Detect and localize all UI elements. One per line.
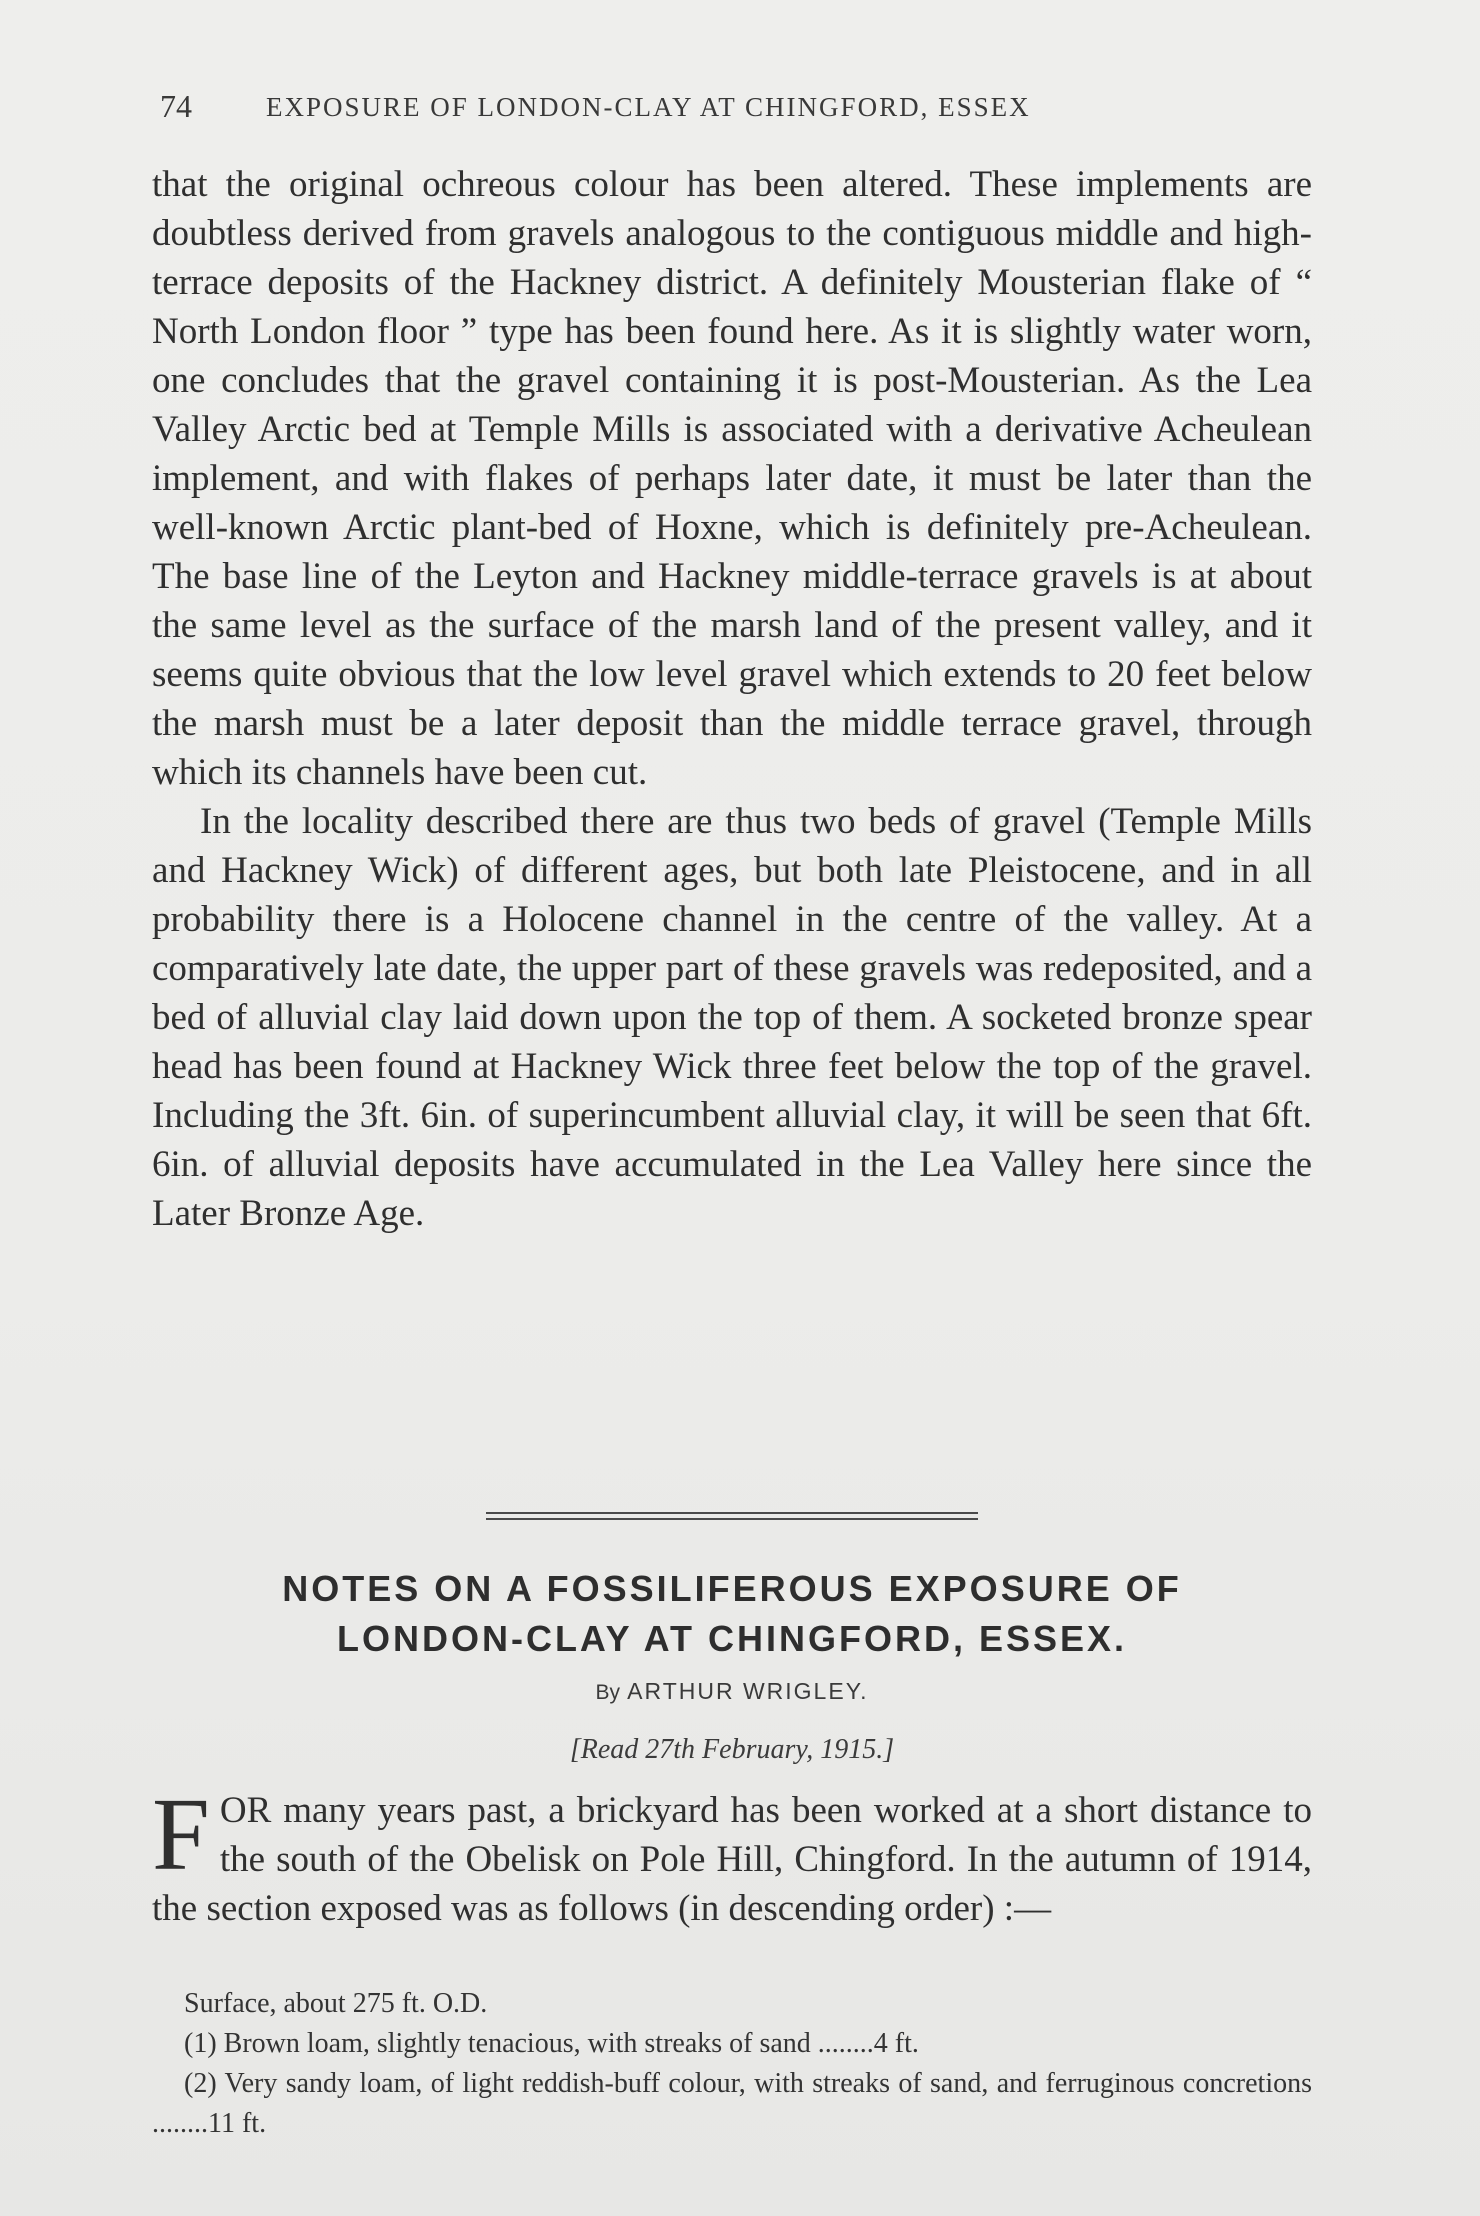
- intro-text: OR many years past, a brickyard has been worked at a short distance to the south of the Obelisk on Pole Hill, Chingford. In the autumn of 1914, the section exposed was as follows (in descending order) :—: [152, 1790, 1312, 1929]
- article-intro-paragraph: [152, 1777, 1312, 1933]
- previous-article-text: [152, 160, 1312, 1238]
- running-head-title: EXPOSURE OF LONDON-CLAY AT CHINGFORD, ESSEX: [266, 92, 1031, 122]
- article-title-line-2: LONDON-CLAY AT CHINGFORD, ESSEX.: [336, 1618, 1128, 1659]
- section-description: [152, 1984, 1312, 2144]
- author-name: ARTHUR WRIGLEY.: [627, 1678, 869, 1704]
- article-title: [152, 1564, 1312, 1664]
- paragraph-locality: In the locality described there are thus two beds of gravel (Temple Mills and Hackney Wick) of different ages, but both late Pleistocene, and in all probability there is a Holocene channel in the centre of the valley. At a comparatively late date, the upper part of these gravels was redeposited, and a bed of alluvial clay laid down upon the top of them. A socketed bronze spear head has been found at Hackney Wick three feet below the top of the gravel. Including the 3ft. 6in. of superincumbent alluvial clay, it will be seen that 6ft. 6in. of alluvial deposits have accumulated in the Lea Valley here since the Later Bronze Age.: [152, 801, 1312, 1234]
- layer-item: (1) Brown loam, slightly tenacious, with streaks of sand ........4 ft.: [184, 2028, 919, 2059]
- byline-prefix: By: [595, 1681, 621, 1704]
- section-divider-rule-bottom: [486, 1518, 978, 1520]
- running-head: [160, 88, 1320, 128]
- surface-level: Surface, about 275 ft. O.D.: [184, 1988, 488, 2019]
- layer-item: (2) Very sandy loam, of light reddish-buff colour, with streaks of sand, and ferruginous concretions ........11 ft.: [152, 2068, 1312, 2139]
- section-divider-rule-top: [486, 1512, 978, 1514]
- paragraph-continued: that the original ochreous colour has been altered. These implements are doubtless derived from gravels analogous to the contiguous middle and high-terrace deposits of the Hackney district. A definitely Mousterian flake of “ North London floor ” type has been found here. As it is slightly water worn, one concludes that the gravel containing it is post-Mousterian. As the Lea Valley Arctic bed at Temple Mills is associated with a derivative Acheulean implement, and with flakes of perhaps later date, it must be later than the well-known Arctic plant-bed of Hoxne, which is definitely pre-Acheulean. The base line of the Leyton and Hackney middle-terrace gravels is at about the same level as the surface of the marsh land of the present valley, and it seems quite obvious that the low level gravel which extends to 20 feet below the marsh must be a later deposit than the middle terrace gravel, through which its channels have been cut.: [152, 164, 1312, 793]
- read-date-note: [Read 27th February, 1915.]: [569, 1734, 895, 1765]
- article-title-line-1: NOTES ON A FOSSILIFEROUS EXPOSURE OF: [282, 1568, 1182, 1609]
- byline: [152, 1678, 1312, 1705]
- page-number: 74: [160, 88, 192, 124]
- drop-cap: F: [152, 1777, 210, 1892]
